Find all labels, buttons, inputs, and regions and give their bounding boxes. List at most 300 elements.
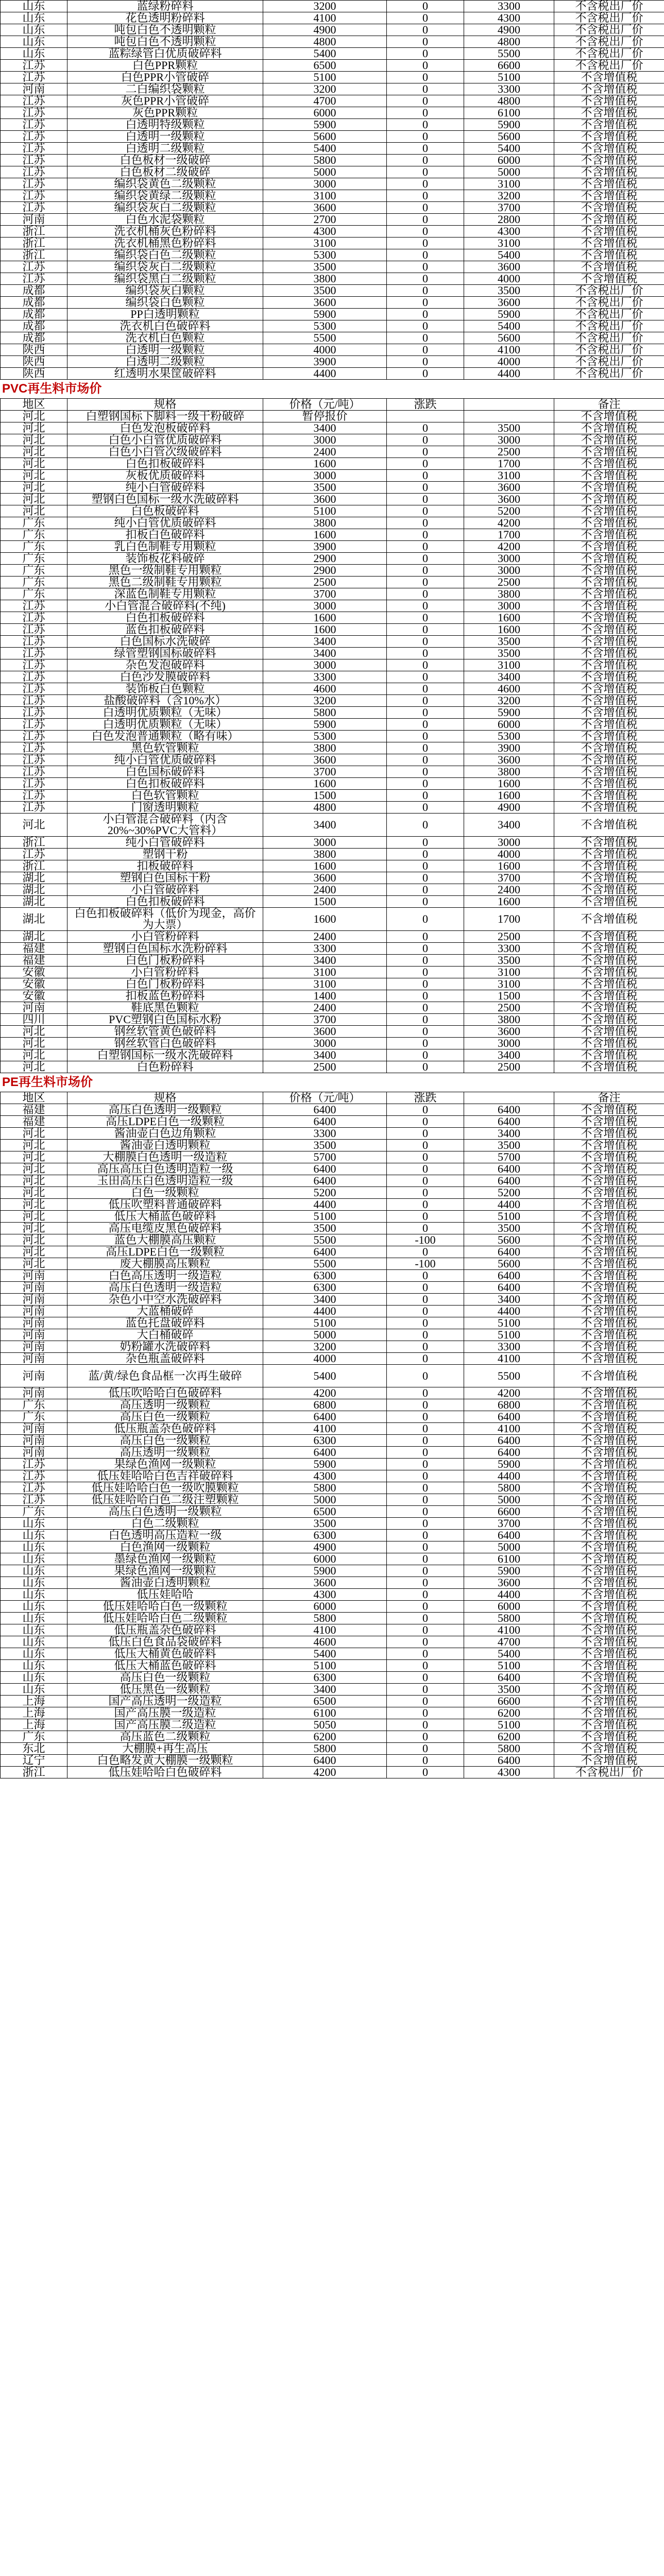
price-high-cell: 3800 bbox=[464, 1014, 554, 1026]
region-cell: 广东 bbox=[1, 553, 67, 565]
note-cell: 不含增值税 bbox=[554, 1049, 664, 1061]
spec-cell: 高压白色一级颗粒 bbox=[67, 1672, 263, 1684]
price-low-cell: 3200 bbox=[263, 83, 387, 95]
price-low-cell: 3900 bbox=[263, 356, 387, 368]
price-high-cell: 3500 bbox=[464, 285, 554, 297]
table-row bbox=[1, 1589, 664, 1601]
region-cell: 山东 bbox=[1, 36, 67, 48]
table-row bbox=[1, 1061, 664, 1073]
note-cell: 不含增值税 bbox=[554, 814, 664, 837]
region-cell: 河北 bbox=[1, 1199, 67, 1211]
price-low-cell: 5700 bbox=[263, 1151, 387, 1163]
price-high-cell: 3500 bbox=[464, 422, 554, 434]
table-row bbox=[1, 356, 664, 368]
spec-cell: 玉田高压白色透明造粒一级 bbox=[67, 1175, 263, 1187]
table-row bbox=[1, 226, 664, 238]
spec-cell: PP白透明颗粒 bbox=[67, 309, 263, 320]
table-row bbox=[1, 1387, 664, 1399]
region-cell: 安徽 bbox=[1, 967, 67, 978]
region-cell: 河南 bbox=[1, 1306, 67, 1317]
price-low-cell: 3400 bbox=[263, 814, 387, 837]
header-cell: 规格 bbox=[67, 399, 263, 411]
change-cell: 0 bbox=[387, 683, 464, 695]
price-low-cell: 4200 bbox=[263, 1767, 387, 1778]
table-row bbox=[1, 1494, 664, 1506]
change-cell: 0 bbox=[387, 1002, 464, 1014]
note-cell: 不含增值税 bbox=[554, 1038, 664, 1049]
change-cell: 0 bbox=[387, 178, 464, 190]
spec-cell: 高压LDPE白色一级颗粒 bbox=[67, 1246, 263, 1258]
note-cell: 不含增值税 bbox=[554, 849, 664, 860]
change-cell: 0 bbox=[387, 1684, 464, 1696]
change-cell: 0 bbox=[387, 541, 464, 553]
spec-cell: 大蓝桶破碎 bbox=[67, 1306, 263, 1317]
region-cell: 江苏 bbox=[1, 273, 67, 285]
note-cell: 不含增值税 bbox=[554, 1601, 664, 1613]
price-high-cell bbox=[464, 411, 554, 422]
spec-cell: 酱油壶白透明颗粒 bbox=[67, 1577, 263, 1589]
price-high-cell: 1700 bbox=[464, 908, 554, 931]
spec-cell: 小白管混合破碎料(不纯) bbox=[67, 600, 263, 612]
price-table bbox=[0, 1092, 664, 1778]
table-row bbox=[1, 1423, 664, 1435]
spec-cell: 小白管混合破碎料（内含20%~30%PVC大管料） bbox=[67, 814, 263, 837]
change-cell: 0 bbox=[387, 1061, 464, 1073]
price-low-cell: 4400 bbox=[263, 1199, 387, 1211]
note-cell: 不含增值税 bbox=[554, 1104, 664, 1116]
price-high-cell: 4100 bbox=[464, 1353, 554, 1365]
change-cell: 0 bbox=[387, 1648, 464, 1660]
change-cell: 0 bbox=[387, 1353, 464, 1365]
change-cell: 0 bbox=[387, 1636, 464, 1648]
region-cell: 江苏 bbox=[1, 790, 67, 802]
change-cell: 0 bbox=[387, 908, 464, 931]
table-row bbox=[1, 872, 664, 884]
table-row bbox=[1, 494, 664, 505]
table-row bbox=[1, 931, 664, 943]
table-row bbox=[1, 1624, 664, 1636]
table-row bbox=[1, 1541, 664, 1553]
spec-cell: 钢丝软管白色破碎料 bbox=[67, 1038, 263, 1049]
price-high-cell: 6200 bbox=[464, 1707, 554, 1719]
table-row bbox=[1, 422, 664, 434]
region-cell: 上海 bbox=[1, 1719, 67, 1731]
spec-cell: 杂色小中空水洗破碎料 bbox=[67, 1294, 263, 1306]
change-cell: 0 bbox=[387, 1306, 464, 1317]
spec-cell: 杂色发泡破碎料 bbox=[67, 659, 263, 671]
note-cell: 不含增值税 bbox=[554, 908, 664, 931]
table-row bbox=[1, 83, 664, 95]
change-cell: 0 bbox=[387, 434, 464, 446]
price-high-cell: 6000 bbox=[464, 155, 554, 166]
spec-cell: 编织袋白色二级颗粒 bbox=[67, 249, 263, 261]
table-row bbox=[1, 411, 664, 422]
change-cell: 0 bbox=[387, 1589, 464, 1601]
table-row bbox=[1, 1743, 664, 1755]
table-row bbox=[1, 1648, 664, 1660]
change-cell: 0 bbox=[387, 754, 464, 766]
price-high-cell: 5600 bbox=[464, 1258, 554, 1270]
spec-cell: 洗衣机白色颗粒 bbox=[67, 332, 263, 344]
region-cell: 福建 bbox=[1, 1104, 67, 1116]
note-cell: 不含增值税 bbox=[554, 1223, 664, 1234]
price-high-cell: 6400 bbox=[464, 1755, 554, 1767]
note-cell: 不含增值税 bbox=[554, 778, 664, 790]
spec-cell: 扣板蓝色粉碎料 bbox=[67, 990, 263, 1002]
table-row bbox=[1, 967, 664, 978]
price-high-cell: 3500 bbox=[464, 1140, 554, 1151]
region-cell: 江苏 bbox=[1, 1482, 67, 1494]
price-low-cell: 4900 bbox=[263, 1541, 387, 1553]
note-cell: 不含增值税 bbox=[554, 202, 664, 214]
note-cell: 不含增值税 bbox=[554, 1387, 664, 1399]
spec-cell: 低压娃哈哈白色破碎料 bbox=[67, 1767, 263, 1778]
change-cell: 0 bbox=[387, 12, 464, 24]
note-cell: 不含增值税 bbox=[554, 482, 664, 494]
change-cell: 0 bbox=[387, 707, 464, 719]
change-cell: 0 bbox=[387, 470, 464, 482]
spec-cell: 编织袋灰白二级颗粒 bbox=[67, 261, 263, 273]
table-row bbox=[1, 1518, 664, 1530]
note-cell: 不含增值税 bbox=[554, 707, 664, 719]
region-cell: 江苏 bbox=[1, 636, 67, 648]
change-cell: 0 bbox=[387, 60, 464, 72]
change-cell: 0 bbox=[387, 849, 464, 860]
price-high-cell: 4300 bbox=[464, 12, 554, 24]
table-row bbox=[1, 1601, 664, 1613]
spec-cell: 编织袋黄色二级颗粒 bbox=[67, 178, 263, 190]
spec-cell: 鞋底黑色颗粒 bbox=[67, 1002, 263, 1014]
price-low-cell: 3600 bbox=[263, 494, 387, 505]
change-cell: 0 bbox=[387, 1755, 464, 1767]
change-cell: 0 bbox=[387, 967, 464, 978]
note-cell: 不含增值税 bbox=[554, 1341, 664, 1353]
region-cell: 河南 bbox=[1, 1270, 67, 1282]
price-low-cell: 6400 bbox=[263, 1104, 387, 1116]
region-cell: 江苏 bbox=[1, 849, 67, 860]
change-cell: 0 bbox=[387, 131, 464, 143]
price-low-cell: 1600 bbox=[263, 778, 387, 790]
table-row bbox=[1, 860, 664, 872]
spec-cell: 低压吹哈哈白色破碎料 bbox=[67, 1387, 263, 1399]
note-cell: 不含增值税 bbox=[554, 624, 664, 636]
price-low-cell: 3800 bbox=[263, 273, 387, 285]
table-row bbox=[1, 1246, 664, 1258]
region-cell: 山东 bbox=[1, 1530, 67, 1541]
table-row bbox=[1, 1767, 664, 1778]
note-cell: 不含增值税 bbox=[554, 1002, 664, 1014]
table-row bbox=[1, 731, 664, 742]
header-cell: 地区 bbox=[1, 1092, 67, 1104]
spec-cell: 白色一级颗粒 bbox=[67, 1187, 263, 1199]
price-high-cell: 1500 bbox=[464, 990, 554, 1002]
region-cell: 浙江 bbox=[1, 238, 67, 249]
note-cell: 不含增值税 bbox=[554, 1731, 664, 1743]
note-cell: 不含增值税 bbox=[554, 72, 664, 83]
price-low-cell: 5300 bbox=[263, 249, 387, 261]
change-cell: 0 bbox=[387, 1624, 464, 1636]
price-low-cell: 6000 bbox=[263, 1601, 387, 1613]
price-high-cell: 1600 bbox=[464, 860, 554, 872]
price-high-cell: 3800 bbox=[464, 766, 554, 778]
note-cell: 不含增值税 bbox=[554, 648, 664, 659]
note-cell: 不含增值税 bbox=[554, 95, 664, 107]
spec-cell: 吨包白色不透明颗粒 bbox=[67, 24, 263, 36]
change-cell: 0 bbox=[387, 1341, 464, 1353]
price-low-cell: 5100 bbox=[263, 72, 387, 83]
price-high-cell: 6600 bbox=[464, 1506, 554, 1518]
spec-cell: 白色透明高压造粒一级 bbox=[67, 1530, 263, 1541]
change-cell: 0 bbox=[387, 1116, 464, 1128]
table-row bbox=[1, 297, 664, 309]
table-row bbox=[1, 553, 664, 565]
table-row bbox=[1, 659, 664, 671]
price-low-cell: 4600 bbox=[263, 683, 387, 695]
spec-cell: 白色扣板破碎料 bbox=[67, 778, 263, 790]
note-cell: 不含增值税 bbox=[554, 1116, 664, 1128]
change-cell: 0 bbox=[387, 1282, 464, 1294]
price-low-cell: 4000 bbox=[263, 344, 387, 356]
price-high-cell: 3400 bbox=[464, 1128, 554, 1140]
price-low-cell: 3000 bbox=[263, 600, 387, 612]
region-cell: 河北 bbox=[1, 1175, 67, 1187]
region-cell: 陕西 bbox=[1, 356, 67, 368]
table-row bbox=[1, 837, 664, 849]
region-cell: 江苏 bbox=[1, 731, 67, 742]
region-cell: 成都 bbox=[1, 285, 67, 297]
spec-cell: 白色板材一级破碎 bbox=[67, 155, 263, 166]
region-cell: 山东 bbox=[1, 1636, 67, 1648]
region-cell: 浙江 bbox=[1, 1767, 67, 1778]
change-cell: 0 bbox=[387, 1, 464, 12]
change-cell: -100 bbox=[387, 1258, 464, 1270]
price-low-cell: 2900 bbox=[263, 565, 387, 577]
price-low-cell: 4800 bbox=[263, 802, 387, 814]
spec-cell: 纯小白管破碎料 bbox=[67, 837, 263, 849]
price-high-cell: 3600 bbox=[464, 297, 554, 309]
table-row bbox=[1, 624, 664, 636]
spec-cell: 白透明优质颗粒（无味） bbox=[67, 707, 263, 719]
table-row bbox=[1, 1435, 664, 1447]
table-row bbox=[1, 1199, 664, 1211]
price-high-cell: 3700 bbox=[464, 202, 554, 214]
region-cell: 河北 bbox=[1, 470, 67, 482]
price-high-cell: 4400 bbox=[464, 1589, 554, 1601]
region-cell: 河北 bbox=[1, 505, 67, 517]
note-cell: 不含增值税 bbox=[554, 1518, 664, 1530]
change-cell: 0 bbox=[387, 238, 464, 249]
note-cell: 不含税出厂价 bbox=[554, 12, 664, 24]
price-high-cell: 5000 bbox=[464, 1494, 554, 1506]
region-cell: 广东 bbox=[1, 577, 67, 588]
table-row bbox=[1, 1399, 664, 1411]
region-cell: 河北 bbox=[1, 1038, 67, 1049]
price-high-cell: 3500 bbox=[464, 636, 554, 648]
table-row bbox=[1, 1211, 664, 1223]
region-cell: 河北 bbox=[1, 422, 67, 434]
price-high-cell: 4100 bbox=[464, 344, 554, 356]
region-cell: 河南 bbox=[1, 1435, 67, 1447]
header-cell: 地区 bbox=[1, 399, 67, 411]
region-cell: 安徽 bbox=[1, 978, 67, 990]
price-high-cell: 4100 bbox=[464, 1423, 554, 1435]
change-cell: 0 bbox=[387, 636, 464, 648]
note-cell: 不含增值税 bbox=[554, 766, 664, 778]
table-row bbox=[1, 1613, 664, 1624]
change-cell: 0 bbox=[387, 332, 464, 344]
change-cell: 0 bbox=[387, 1541, 464, 1553]
spec-cell: 大棚膜+再生高压 bbox=[67, 1743, 263, 1755]
spec-cell: 小白管粉碎料 bbox=[67, 967, 263, 978]
table-row bbox=[1, 588, 664, 600]
region-cell: 河南 bbox=[1, 1282, 67, 1294]
region-cell: 河南 bbox=[1, 1423, 67, 1435]
note-cell: 不含增值税 bbox=[554, 967, 664, 978]
region-cell: 山东 bbox=[1, 1684, 67, 1696]
table-row bbox=[1, 1731, 664, 1743]
note-cell: 不含税出厂价 bbox=[554, 1, 664, 12]
price-low-cell: 1600 bbox=[263, 860, 387, 872]
spec-cell: PVC塑钢白色国标水粉 bbox=[67, 1014, 263, 1026]
table-row bbox=[1, 446, 664, 458]
note-cell: 不含增值税 bbox=[554, 1306, 664, 1317]
change-cell: 0 bbox=[387, 943, 464, 955]
price-low-cell: 3000 bbox=[263, 434, 387, 446]
region-cell: 江苏 bbox=[1, 95, 67, 107]
price-low-cell: 6500 bbox=[263, 60, 387, 72]
spec-cell: 高压白色透明一级造粒 bbox=[67, 1282, 263, 1294]
change-cell: 0 bbox=[387, 1553, 464, 1565]
change-cell bbox=[387, 411, 464, 422]
region-cell: 河南 bbox=[1, 1002, 67, 1014]
change-cell: 0 bbox=[387, 1411, 464, 1423]
table-row bbox=[1, 1482, 664, 1494]
price-high-cell: 3400 bbox=[464, 814, 554, 837]
spec-cell: 绿管塑钢国标破碎料 bbox=[67, 648, 263, 659]
region-cell: 广东 bbox=[1, 517, 67, 529]
price-low-cell: 3400 bbox=[263, 1294, 387, 1306]
note-cell: 不含增值税 bbox=[554, 671, 664, 683]
price-low-cell: 1500 bbox=[263, 896, 387, 908]
price-high-cell: 5400 bbox=[464, 1648, 554, 1660]
region-cell: 山东 bbox=[1, 1553, 67, 1565]
note-cell: 不含增值税 bbox=[554, 1211, 664, 1223]
region-cell: 广东 bbox=[1, 529, 67, 541]
region-cell: 河南 bbox=[1, 1365, 67, 1387]
note-cell: 不含增值税 bbox=[554, 1365, 664, 1387]
region-cell: 广东 bbox=[1, 1411, 67, 1423]
price-low-cell: 4700 bbox=[263, 95, 387, 107]
table-row bbox=[1, 1696, 664, 1707]
note-cell: 不含增值税 bbox=[554, 1660, 664, 1672]
price-low-cell: 3700 bbox=[263, 766, 387, 778]
change-cell: 0 bbox=[387, 1223, 464, 1234]
change-cell: 0 bbox=[387, 1187, 464, 1199]
spec-cell: 深蓝色制鞋专用颗粒 bbox=[67, 588, 263, 600]
price-low-cell: 4600 bbox=[263, 1636, 387, 1648]
spec-cell: 编织袋黄绿二级颗粒 bbox=[67, 190, 263, 202]
price-high-cell: 3000 bbox=[464, 434, 554, 446]
region-cell: 广东 bbox=[1, 541, 67, 553]
region-cell: 河南 bbox=[1, 1353, 67, 1365]
price-high-cell: 6000 bbox=[464, 719, 554, 731]
change-cell: 0 bbox=[387, 529, 464, 541]
region-cell: 江苏 bbox=[1, 72, 67, 83]
price-low-cell: 2400 bbox=[263, 446, 387, 458]
spec-cell: 大白桶破碎 bbox=[67, 1329, 263, 1341]
change-cell: 0 bbox=[387, 458, 464, 470]
spec-cell: 高压白色透明一级颗粒 bbox=[67, 1104, 263, 1116]
spec-cell: 白色门板粉碎料 bbox=[67, 955, 263, 967]
price-low-cell: 5500 bbox=[263, 332, 387, 344]
table-row bbox=[1, 1530, 664, 1541]
change-cell: 0 bbox=[387, 261, 464, 273]
price-low-cell: 5800 bbox=[263, 1613, 387, 1624]
spec-cell: 白色门板粉碎料 bbox=[67, 978, 263, 990]
table-row bbox=[1, 1565, 664, 1577]
note-cell: 不含增值税 bbox=[554, 1246, 664, 1258]
spec-cell: 国产高压膜二级造粒 bbox=[67, 1719, 263, 1731]
region-cell: 河北 bbox=[1, 1246, 67, 1258]
change-cell: 0 bbox=[387, 1577, 464, 1589]
price-high-cell: 4400 bbox=[464, 1470, 554, 1482]
spec-cell: 白透明二级颗粒 bbox=[67, 356, 263, 368]
price-low-cell: 5400 bbox=[263, 48, 387, 60]
change-cell: 0 bbox=[387, 872, 464, 884]
price-low-cell: 3400 bbox=[263, 1684, 387, 1696]
spec-cell: 门窗透明颗粒 bbox=[67, 802, 263, 814]
region-cell: 江苏 bbox=[1, 119, 67, 131]
price-high-cell: 6400 bbox=[464, 1447, 554, 1459]
note-cell: 不含增值税 bbox=[554, 541, 664, 553]
note-cell: 不含增值税 bbox=[554, 517, 664, 529]
price-high-cell: 3600 bbox=[464, 754, 554, 766]
change-cell: 0 bbox=[387, 1565, 464, 1577]
spec-cell: 白色扣板破碎料 bbox=[67, 612, 263, 624]
change-cell: 0 bbox=[387, 624, 464, 636]
price-low-cell: 6400 bbox=[263, 1163, 387, 1175]
note-cell: 不含增值税 bbox=[554, 1258, 664, 1270]
table-row bbox=[1, 1306, 664, 1317]
note-cell: 不含增值税 bbox=[554, 1755, 664, 1767]
table-row bbox=[1, 955, 664, 967]
table-row bbox=[1, 1459, 664, 1470]
note-cell: 不含增值税 bbox=[554, 1270, 664, 1282]
change-cell: 0 bbox=[387, 1026, 464, 1038]
region-cell: 浙江 bbox=[1, 837, 67, 849]
note-cell: 不含增值税 bbox=[554, 529, 664, 541]
note-cell: 不含增值税 bbox=[554, 896, 664, 908]
spec-cell: 低压娃哈哈白色二级注塑颗粒 bbox=[67, 1494, 263, 1506]
price-low-cell: 4300 bbox=[263, 1589, 387, 1601]
price-low-cell: 5500 bbox=[263, 1234, 387, 1246]
spec-cell: 洗衣机桶灰色粉碎料 bbox=[67, 226, 263, 238]
spec-cell: 果绿色渔网一级颗粒 bbox=[67, 1565, 263, 1577]
change-cell: 0 bbox=[387, 249, 464, 261]
change-cell: -100 bbox=[387, 1234, 464, 1246]
table-header-row bbox=[1, 1092, 664, 1104]
spec-cell: 黑色二级制鞋专用颗粒 bbox=[67, 577, 263, 588]
spec-cell: 白色高压透明一级造粒 bbox=[67, 1270, 263, 1282]
price-high-cell: 3500 bbox=[464, 955, 554, 967]
table-row bbox=[1, 990, 664, 1002]
table-row bbox=[1, 636, 664, 648]
spec-cell: 高压白色透明一级颗粒 bbox=[67, 1506, 263, 1518]
note-cell: 不含增值税 bbox=[554, 1482, 664, 1494]
change-cell: 0 bbox=[387, 790, 464, 802]
change-cell: 0 bbox=[387, 577, 464, 588]
region-cell: 成都 bbox=[1, 297, 67, 309]
